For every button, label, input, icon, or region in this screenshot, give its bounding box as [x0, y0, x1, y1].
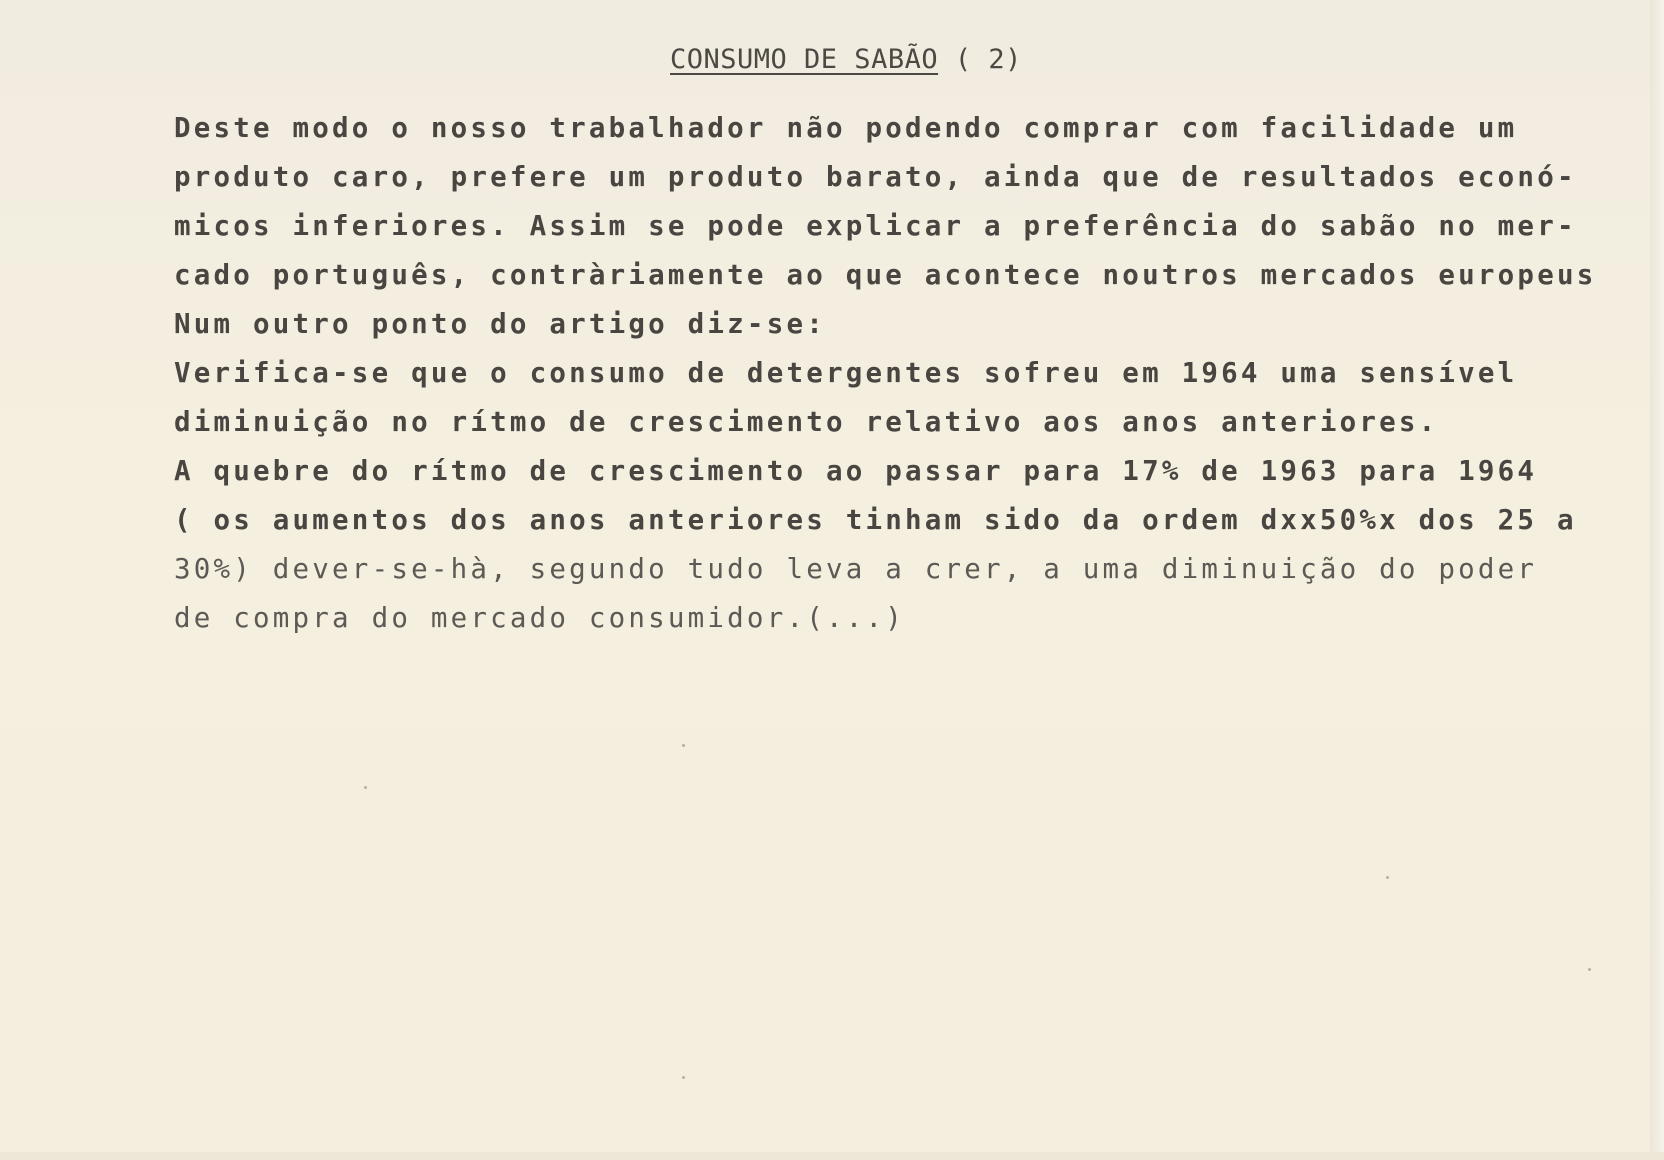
text-line: A quebre do rítmo de crescimento ao passar para 17% de 1963 para 1964 [174, 455, 1538, 487]
page-title [670, 44, 1022, 75]
text-line: cado português, contràriamente ao que acontece noutros mercados europeus [174, 259, 1597, 291]
page-bottom-edge [0, 1152, 1664, 1160]
paper-speck [1588, 968, 1591, 971]
text-line: Num outro ponto do artigo diz-se: [174, 308, 826, 340]
title-suffix: ( 2) [938, 44, 1022, 75]
paper-speck [682, 1076, 685, 1079]
text-line: diminuição no rítmo de crescimento relativo aos anos anteriores. [174, 406, 1439, 438]
text-line: Verifica-se que o consumo de detergentes sofreu em 1964 uma sensível [174, 357, 1518, 389]
text-line: micos inferiores. Assim se pode explicar a preferência do sabão no mer- [174, 210, 1577, 242]
text-line: Deste modo o nosso trabalhador não podendo comprar com facilidade um [174, 112, 1518, 144]
paper-speck [682, 744, 685, 747]
title-text: CONSUMO DE SABÃO [670, 44, 939, 75]
text-line: ( os aumentos dos anos anteriores tinham sido da ordem dxx50%x dos 25 a [174, 504, 1577, 536]
paper-speck [364, 786, 367, 789]
text-line: produto caro, prefere um produto barato, ainda que de resultados econó- [174, 161, 1577, 193]
text-line: de compra do mercado consumidor.(...) [174, 602, 905, 634]
paper-speck [1386, 876, 1389, 879]
document-body [174, 104, 1654, 643]
text-line: 30%) dever-se-hà, segundo tudo leva a crer, a uma diminuição do poder [174, 553, 1538, 585]
